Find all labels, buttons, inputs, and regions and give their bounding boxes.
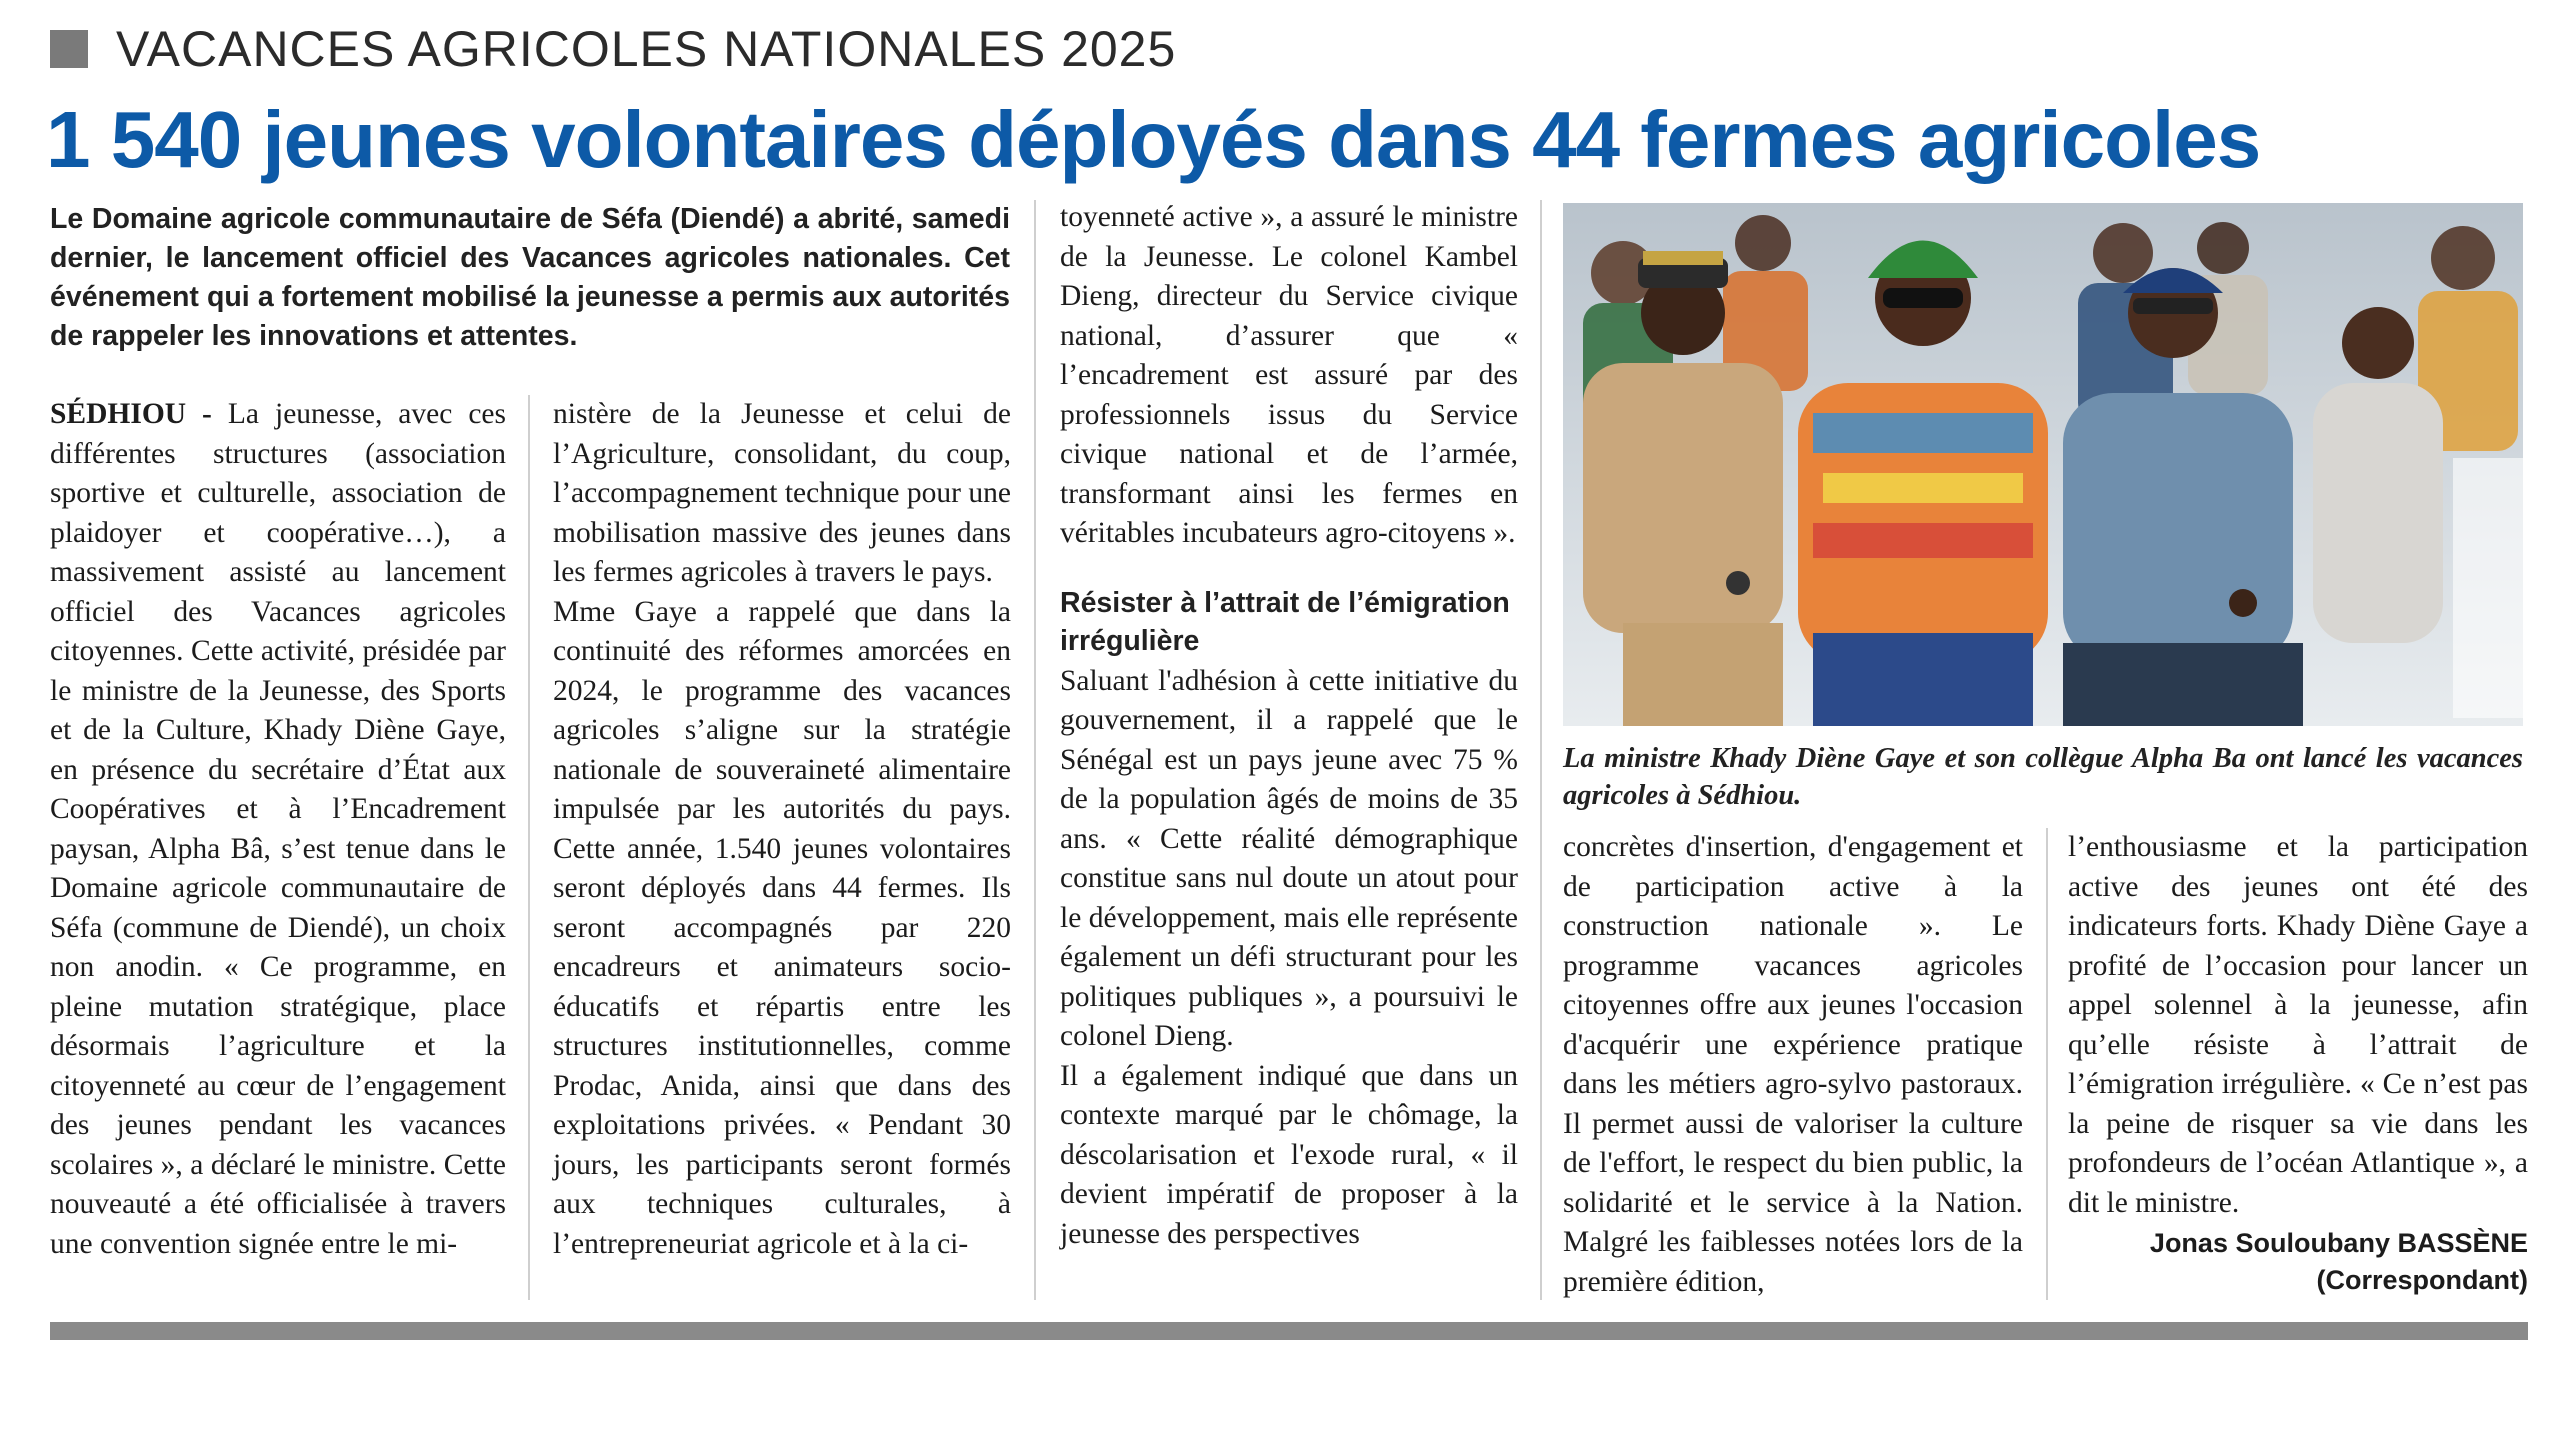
body-text: La jeunesse, avec ces différentes structures (association sportive et culturelle, association de plaidoyer et coopérative…), a massivement assisté au lancement officiel des Vacances agricoles citoyennes. Cette activité, présidée par le ministre de la Jeunesse, des Sports et de la Culture, Khady Diène Gaye, en présence du secrétaire d’État aux Coopératives et à l’Encadrement paysan, Alpha Bâ, s’est tenue dans le Domaine agricole communautaire de Séfa (commune de Diendé), un choix non anodin. « Ce programme, en pleine mutation stratégique, place désormais l’agriculture et la citoyenneté au cœur de l’engagement des jeunes pendant les vacances scolaires », a déclaré le ministre. Cette nouveauté a été officialisée à travers une convention signée entre le mi- (50, 398, 507, 1260)
kicker-text: VACANCES AGRICOLES NATIONALES 2025 (116, 21, 1177, 77)
kicker-square-icon (50, 30, 88, 68)
body-paragraph: toyenneté active », a assuré le ministre de la Jeunesse. Le colonel Kambel Dieng, directeur du Service civique national, d’assurer que « l’encadrement est assuré par des professionnels issus du Service civique national et de l’armée, transformant ainsi les fermes en véritables incubateurs agro-citoyens ». (1060, 201, 1518, 549)
dateline: SÉDHIOU - (50, 398, 212, 430)
headline: 1 540 jeunes volontaires déployés dans 44 fermes agricoles (46, 95, 2261, 184)
body-paragraph: Il a également indiqué que dans un contexte marqué par le chômage, la déscolarisation et l'exode rural, « il devient impératif de proposer à la jeunesse des perspectives (1060, 1059, 1518, 1250)
news-photo (1563, 203, 2523, 726)
column-rule (1540, 200, 1542, 1300)
column-4 (1563, 828, 2023, 1302)
author-role: (Correspondant) (2316, 1265, 2528, 1295)
section-kicker (50, 18, 1176, 80)
author-name: Jonas Souloubany BASSÈNE (2149, 1228, 2528, 1258)
body-paragraph (50, 395, 506, 1264)
column-2 (553, 395, 1011, 1264)
body-paragraph: nistère de la Jeunesse et celui de l’Agriculture, consolidant, du coup, l’accompagnement technique pour une mobilisation massive des jeunes dans les fermes agricoles à travers le pays. (553, 398, 1011, 588)
lead-paragraph: Le Domaine agricole communautaire de Séfa (Diendé) a abrité, samedi dernier, le lancement officiel des Vacances agricoles nationales. Cet événement qui a fortement mobilisé la jeunesse a permis aux autorités de rappeler les innovations et attentes. (50, 203, 1010, 352)
column-rule (528, 395, 530, 1300)
body-paragraph: concrètes d'insertion, d'engagement et de participation active à la construction nationale ». Le programme vacances agricoles citoyennes offre aux jeunes l'occasion d'acquérir une expérience pratique dans les métiers agro-sylvo pastoraux. Il permet aussi de valoriser la culture de l'effort, le respect du bien public, la solidarité et le service à la Nation. Malgré les faiblesses notées lors de la première édition, (1563, 831, 2023, 1298)
column-rule (2046, 828, 2048, 1300)
column-1 (50, 395, 506, 1264)
body-paragraph: Saluant l'adhésion à cette initiative du gouvernement, il a rappelé que le Sénégal est un pays jeune avec 75 % de la population âgés de moins de 35 ans. « Cette réalité démographique constitue sans nul doute un atout pour le développement, mais elle représente également un défi structurant pour les politiques publiques », a poursuivi le colonel Dieng. (1060, 664, 1518, 1052)
bottom-rule (50, 1322, 2528, 1340)
column-rule (1034, 200, 1036, 1300)
photo-caption: La ministre Khady Diène Gaye et son collègue Alpha Ba ont lancé les vacances agricoles à Sédhiou. (1563, 743, 2523, 811)
column-3 (1060, 198, 1518, 1254)
body-paragraph: l’enthousiasme et la participation active des jeunes ont été des indicateurs forts. Khady Diène Gaye a profité de l’occasion pour lancer un appel solennel à la jeunesse, afin qu’elle résiste à l’attrait de l’émigration irrégulière. « Ce n’est pas la peine de risquer sa vie dans les profondeurs de l’océan Atlantique », a dit le ministre. (2068, 831, 2528, 1219)
subheading: Résister à l’attrait de l’émigration irrégulière (1060, 586, 1510, 657)
column-5 (2068, 828, 2528, 1299)
body-paragraph: Mme Gaye a rappelé que dans la continuité des réformes amorcées en 2024, le programme des vacances agricoles s’aligne sur la stratégie nationale de souveraineté alimentaire impulsée par les autorités du pays. Cette année, 1.540 jeunes volontaires seront déployés dans 44 fermes. Ils seront accompagnés par 220 encadreurs et animateurs socio-éducatifs et répartis entre les structures institutionnelles, comme Prodac, Anida, ainsi que dans des exploitations privées. « Pendant 30 jours, les participants seront formés aux techniques culturales, à l’entrepreneuriat agricole et à la ci- (553, 595, 1011, 1260)
